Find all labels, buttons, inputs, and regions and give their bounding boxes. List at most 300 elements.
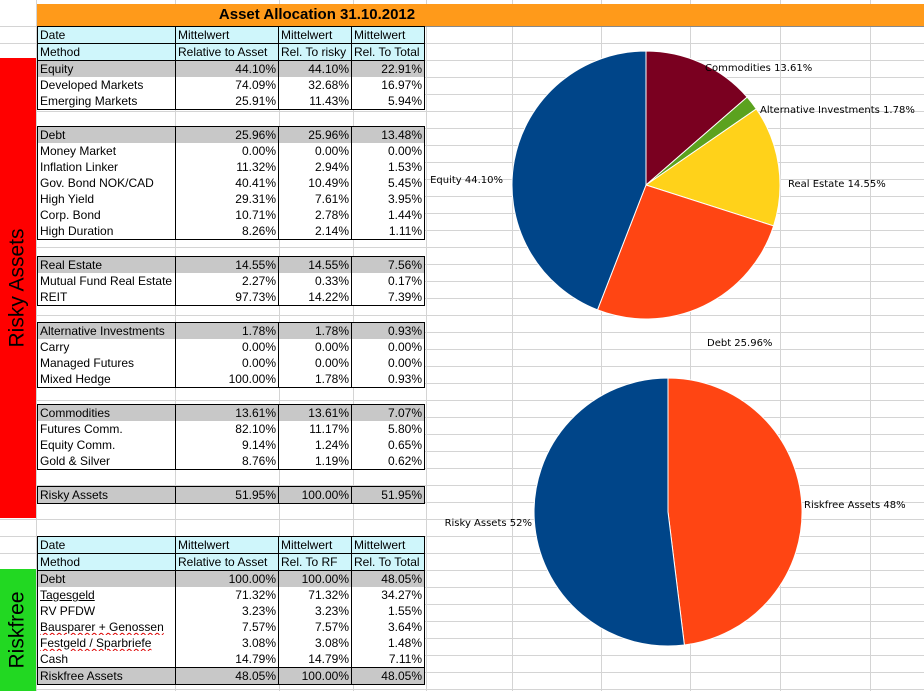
empty-cell [176,110,279,127]
value-cell [176,77,279,93]
group-row [38,405,425,422]
cell-text: 48.05% [381,572,422,586]
cell-text: 25.91% [235,94,276,108]
value-cell [279,487,352,504]
row-label [38,668,176,685]
cell-text: 1.48% [387,636,422,650]
cell-text: Mittelwert [178,28,230,42]
slice-label: Alternative Investments 1.78% [760,105,915,116]
cell-text: 44.10% [308,62,349,76]
row-label [38,44,176,61]
value-cell [352,537,425,554]
cell-text: 0.00% [387,340,422,354]
cell-text: 1.78% [241,324,276,338]
cell-text: 2.78% [314,208,349,222]
row-label [38,453,176,470]
cell-text: 100.00% [301,669,349,683]
cell-text: 51.95% [235,488,276,502]
row-label [38,635,176,651]
empty-cell [352,240,425,257]
value-cell [352,207,425,223]
cell-text: Mittelwert [354,28,406,42]
value-cell [279,554,352,571]
row-label [38,537,176,554]
row-label [38,77,176,93]
cell-text: 100.00% [228,372,276,386]
cell-text: 8.26% [241,224,276,238]
value-cell [279,77,352,93]
riskfree-sidebar-label: Riskfree [6,591,29,669]
value-cell [176,437,279,453]
value-cell [176,453,279,470]
table-row [38,93,425,110]
cell-text: 13.48% [381,128,422,142]
cell-text: 29.31% [235,192,276,206]
value-cell [279,355,352,371]
riskfree-assets-table [37,536,425,685]
row-label [38,421,176,437]
cell-text: 5.94% [387,94,422,108]
cell-text: Rel. To Total [354,555,420,569]
value-cell [176,421,279,437]
cell-text: 7.39% [387,290,422,304]
table-row [38,453,425,470]
cell-text: Debt [40,572,66,586]
value-cell [279,273,352,289]
table-row [38,339,425,355]
cell-text: 0.00% [314,340,349,354]
value-cell [352,453,425,470]
cell-text: 48.05% [235,669,276,683]
cell-text: 11.17% [309,422,349,436]
value-cell [279,453,352,470]
slice-label: Risky Assets 52% [444,518,532,529]
cell-text: 7.56% [387,258,422,272]
value-cell [352,668,425,685]
value-cell [352,323,425,340]
row-label [38,93,176,110]
value-cell [352,437,425,453]
cell-text: Riskfree Assets [40,669,123,683]
value-cell [176,651,279,668]
cell-text: 100.00% [301,572,349,586]
value-cell [176,537,279,554]
cell-text: 0.62% [387,454,422,468]
cell-text: 0.00% [314,144,349,158]
cell-text: Mixed Hedge [40,372,111,386]
cell-text: 40.41% [235,176,276,190]
row-label [38,371,176,388]
value-cell [176,127,279,144]
cell-text: Festgeld / Sparbriefe [40,636,152,650]
value-cell [352,619,425,635]
value-cell [352,191,425,207]
row-label [38,61,176,78]
value-cell [279,93,352,110]
cell-text: 2.14% [314,224,349,238]
table-row [38,603,425,619]
cell-text: 3.23% [241,604,276,618]
value-cell [176,143,279,159]
empty-cell [38,110,176,127]
row-label [38,323,176,340]
cell-text: 5.45% [387,176,422,190]
empty-cell [38,470,176,487]
spacer-row [38,306,425,323]
cell-text: Real Estate [40,258,103,272]
value-cell [176,619,279,635]
value-cell [352,159,425,175]
value-cell [176,289,279,306]
empty-cell [176,388,279,405]
cell-text: 0.00% [241,356,276,370]
value-cell [279,127,352,144]
empty-cell [279,240,352,257]
value-cell [352,27,425,44]
slice-label: Riskfree Assets 48% [804,500,906,511]
cell-text: 14.55% [308,258,349,272]
cell-text: Futures Comm. [40,422,123,436]
cell-text: Risky Assets [40,488,109,502]
value-cell [176,587,279,603]
group-row [38,61,425,78]
value-cell [176,207,279,223]
value-cell [176,323,279,340]
value-cell [279,339,352,355]
cell-text: Gold & Silver [40,454,111,468]
slice-label: Real Estate 14.55% [788,179,886,190]
row-label [38,587,176,603]
value-cell [352,61,425,78]
row-label [38,223,176,240]
cell-text: 14.22% [308,290,349,304]
cell-text: 51.95% [381,488,422,502]
value-cell [279,421,352,437]
empty-cell [279,306,352,323]
value-cell [279,191,352,207]
cell-text: 7.11% [388,652,422,666]
cell-text: 32.68% [308,78,349,92]
cell-text: 11.32% [236,160,276,174]
cell-text: Developed Markets [40,78,144,92]
cell-text: 0.00% [314,356,349,370]
value-cell [352,651,425,668]
page-title: Asset Allocation 31.10.2012 [218,6,416,23]
cell-text: 0.00% [387,356,422,370]
cell-text: Date [40,538,66,552]
spacer-row [38,388,425,405]
cell-text: 7.57% [314,620,349,634]
table-row [38,587,425,603]
cell-text: 7.07% [387,406,422,420]
row-label [38,273,176,289]
cell-text: 0.93% [387,324,422,338]
cell-text: 3.23% [314,604,349,618]
table-row [38,437,425,453]
table-row [38,175,425,191]
cell-text: Cash [40,652,69,666]
value-cell [279,323,352,340]
value-cell [176,371,279,388]
cell-text: Rel. To risky [281,45,347,59]
cell-text: Mittelwert [354,538,406,552]
empty-cell [38,306,176,323]
cell-text: 25.96% [308,128,349,142]
cell-text: Mittelwert [178,538,230,552]
empty-cell [176,240,279,257]
cell-text: 48.05% [381,669,422,683]
pie-slice [668,378,802,645]
value-cell [176,191,279,207]
cell-text: Mittelwert [281,538,333,552]
value-cell [352,421,425,437]
value-cell [279,587,352,603]
value-cell [352,223,425,240]
table-row [38,289,425,306]
header-row [38,44,425,61]
value-cell [279,289,352,306]
cell-text: 82.10% [235,422,276,436]
value-cell [352,339,425,355]
value-cell [279,635,352,651]
spacer-row [38,470,425,487]
row-label [38,207,176,223]
value-cell [352,257,425,274]
cell-text: 0.93% [387,372,422,386]
risky-assets-sidebar [0,58,36,518]
slice-label: Debt 25.96% [707,338,773,349]
cell-text: 0.00% [387,144,422,158]
value-cell [352,127,425,144]
group-row [38,487,425,504]
cell-text: REIT [40,290,68,304]
value-cell [279,603,352,619]
cell-text: 3.95% [387,192,422,206]
value-cell [176,405,279,422]
allocation-pie-charts [430,28,924,688]
cell-text: Carry [40,340,70,354]
value-cell [352,635,425,651]
cell-text: 3.08% [241,636,276,650]
cell-text: 74.09% [235,78,276,92]
value-cell [352,587,425,603]
cell-text: 97.73% [235,290,276,304]
empty-cell [352,470,425,487]
cell-text: 0.00% [241,144,276,158]
cell-text: 100.00% [228,572,276,586]
value-cell [352,44,425,61]
value-cell [176,635,279,651]
row-label [38,651,176,668]
table-row [38,273,425,289]
cell-text: Bausparer + Genossen [40,620,164,634]
row-label [38,487,176,504]
cell-text: Mutual Fund Real Estate [40,274,173,288]
cell-text: High Duration [40,224,114,238]
cell-text: Commodities [40,406,111,420]
group-row [38,257,425,274]
value-cell [279,619,352,635]
cell-text: 9.14% [241,438,276,452]
value-cell [176,27,279,44]
value-cell [352,603,425,619]
value-cell [352,273,425,289]
cell-text: Rel. To Total [354,45,420,59]
value-cell [176,61,279,78]
value-cell [279,571,352,588]
cell-text: Date [40,28,66,42]
row-label [38,191,176,207]
value-cell [176,603,279,619]
cell-text: Inflation Linker [40,160,119,174]
value-cell [279,223,352,240]
value-cell [279,537,352,554]
value-cell [352,77,425,93]
empty-cell [176,470,279,487]
group-row [38,127,425,144]
table-row [38,651,425,668]
value-cell [352,554,425,571]
cell-text: 14.79% [235,652,276,666]
cell-text: 1.53% [387,160,422,174]
value-cell [176,571,279,588]
cell-text: 22.91% [381,62,422,76]
group-row [38,571,425,588]
value-cell [352,143,425,159]
value-cell [279,405,352,422]
value-cell [352,487,425,504]
cell-text: 14.79% [308,652,349,666]
value-cell [176,487,279,504]
table-row [38,355,425,371]
empty-cell [279,388,352,405]
cell-text: 1.78% [314,324,349,338]
cell-text: 10.71% [235,208,276,222]
row-label [38,127,176,144]
value-cell [279,44,352,61]
cell-text: Method [40,45,81,59]
value-cell [352,571,425,588]
empty-cell [352,110,425,127]
slice-label: Commodities 13.61% [705,63,813,74]
value-cell [279,207,352,223]
header-row [38,554,425,571]
row-label [38,355,176,371]
cell-text: 10.49% [308,176,349,190]
value-cell [279,175,352,191]
row-label [38,289,176,306]
cell-text: 0.33% [314,274,349,288]
value-cell [279,371,352,388]
table-row [38,159,425,175]
empty-cell [352,388,425,405]
table-row [38,191,425,207]
cell-text: 2.27% [241,274,276,288]
cell-text: 5.80% [387,422,422,436]
value-cell [352,405,425,422]
value-cell [176,554,279,571]
table-row [38,223,425,240]
cell-text: Method [40,555,81,569]
empty-cell [279,470,352,487]
cell-text: 1.55% [387,604,422,618]
cell-text: 71.32% [308,588,349,602]
table-row [38,421,425,437]
table-row [38,371,425,388]
empty-cell [38,240,176,257]
spacer-row [38,110,425,127]
table-row [38,77,425,93]
value-cell [176,175,279,191]
value-cell [279,437,352,453]
table-row [38,207,425,223]
value-cell [279,651,352,668]
cell-text: 7.57% [241,620,276,634]
value-cell [176,355,279,371]
value-cell [352,371,425,388]
cell-text: 13.61% [235,406,276,420]
cell-text: 3.08% [314,636,349,650]
cell-text: Gov. Bond NOK/CAD [40,176,154,190]
empty-cell [176,306,279,323]
cell-text: Mittelwert [281,28,333,42]
cell-text: Rel. To RF [281,555,338,569]
cell-text: Relative to Asset [178,45,268,59]
cell-text: Emerging Markets [40,94,138,108]
cell-text: 7.61% [314,192,349,206]
value-cell [176,257,279,274]
cell-text: 25.96% [235,128,276,142]
value-cell [176,273,279,289]
cell-text: Tagesgeld [40,588,95,602]
empty-cell [352,306,425,323]
row-label [38,159,176,175]
cell-text: Alternative Investments [40,324,165,338]
cell-text: 0.17% [387,274,422,288]
value-cell [352,175,425,191]
row-label [38,175,176,191]
cell-text: 44.10% [235,62,276,76]
cell-text: RV PFDW [40,604,96,618]
cell-text: Equity [40,62,74,76]
row-label [38,554,176,571]
pie-slice [534,378,684,646]
cell-text: 1.24% [314,438,349,452]
cell-text: High Yield [40,192,95,206]
value-cell [279,143,352,159]
header-row [38,27,425,44]
cell-text: 11.43% [309,94,349,108]
value-cell [352,355,425,371]
risky-assets-sidebar-label: Risky Assets [6,228,29,348]
table-row [38,619,425,635]
slice-label: Equity 44.10% [430,175,503,186]
cell-text: Corp. Bond [40,208,101,222]
cell-text: 34.27% [381,588,422,602]
value-cell [176,93,279,110]
cell-text: 13.61% [308,406,349,420]
cell-text: 16.97% [381,78,422,92]
title-bar [37,4,924,27]
value-cell [176,339,279,355]
row-label [38,27,176,44]
row-label [38,437,176,453]
header-row [38,537,425,554]
value-cell [176,668,279,685]
cell-text: 0.00% [241,340,276,354]
spacer-row [38,240,425,257]
value-cell [176,159,279,175]
